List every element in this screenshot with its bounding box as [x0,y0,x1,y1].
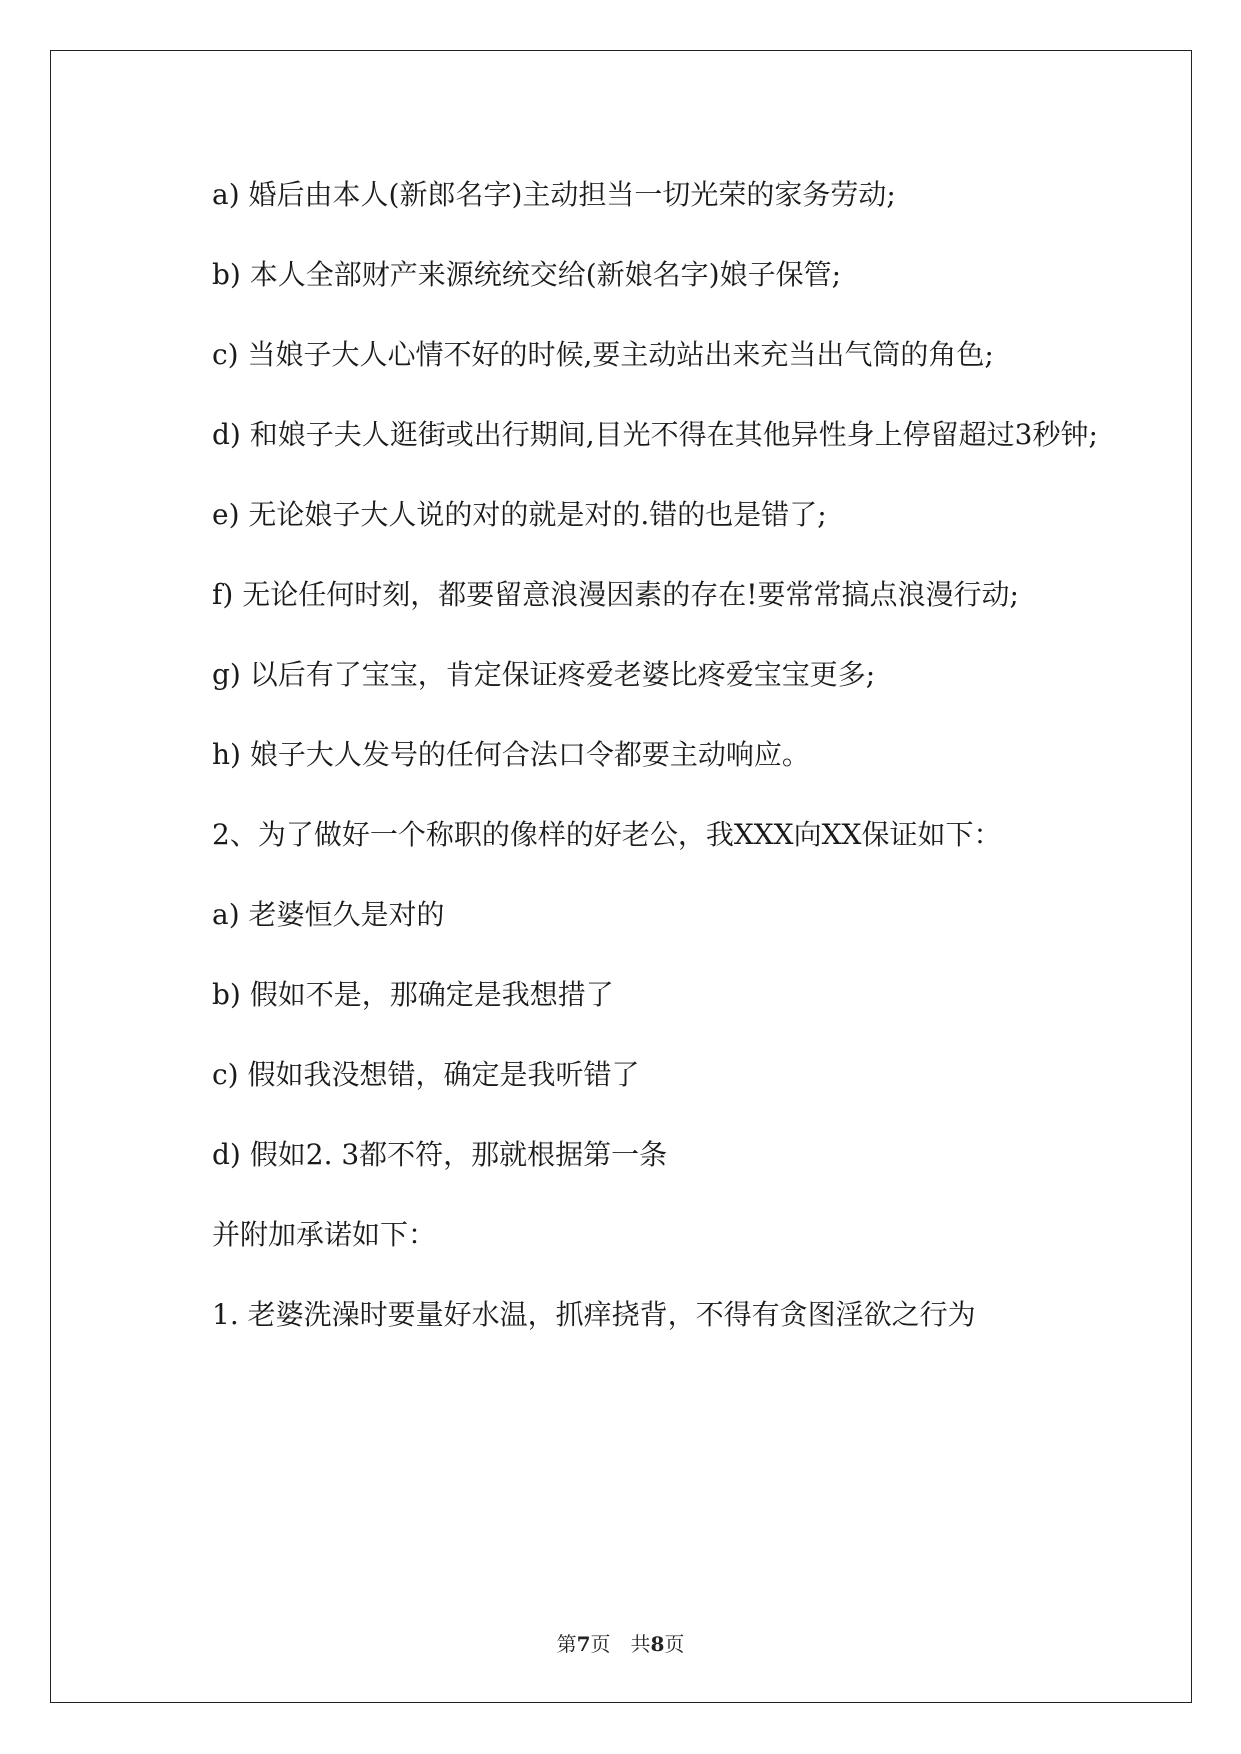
total-suffix: 页 [664,1632,685,1656]
section-2-item-d: d) 假如2. 3都不符，那就根据第一条 [212,1138,668,1171]
page-total: 8 [650,1632,665,1656]
section-2-item-c: c) 假如我没想错，确定是我听错了 [212,1058,640,1091]
section-2-item-a: a) 老婆恒久是对的 [212,898,445,931]
page-suffix: 页 [590,1632,611,1656]
clause-e: e) 无论娘子大人说的对的就是对的.错的也是错了; [212,498,827,531]
clause-h: h) 娘子大人发号的任何合法口令都要主动响应。 [212,738,810,771]
clause-b: b) 本人全部财产来源统统交给(新娘名字)娘子保管; [212,258,842,291]
clause-g: g) 以后有了宝宝，肯定保证疼爱老婆比疼爱宝宝更多; [212,658,876,691]
clause-d: d) 和娘子夫人逛街或出行期间,目光不得在其他异性身上停留超过3秒钟; [212,418,1098,451]
clause-c: c) 当娘子大人心情不好的时候,要主动站出来充当出气筒的角色; [212,338,994,371]
additional-promise-heading: 并附加承诺如下： [212,1218,437,1251]
promise-item-1: 1. 老婆洗澡时要量好水温，抓痒挠背，不得有贪图淫欲之行为 [212,1298,976,1331]
section-2-item-b: b) 假如不是，那确定是我想措了 [212,978,614,1011]
total-prefix: 共 [630,1632,651,1656]
clause-a: a) 婚后由本人(新郎名字)主动担当一切光荣的家务劳动; [212,178,896,211]
clause-f: f) 无论任何时刻，都要留意浪漫因素的存在!要常常搞点浪漫行动; [212,578,1019,611]
page-prefix: 第 [556,1632,577,1656]
section-2-heading: 2、为了做好一个称职的像样的好老公，我XXX向XX保证如下： [212,818,1002,851]
page-current: 7 [576,1632,591,1656]
page-footer [0,1632,1241,1656]
document-body [152,155,1102,1355]
